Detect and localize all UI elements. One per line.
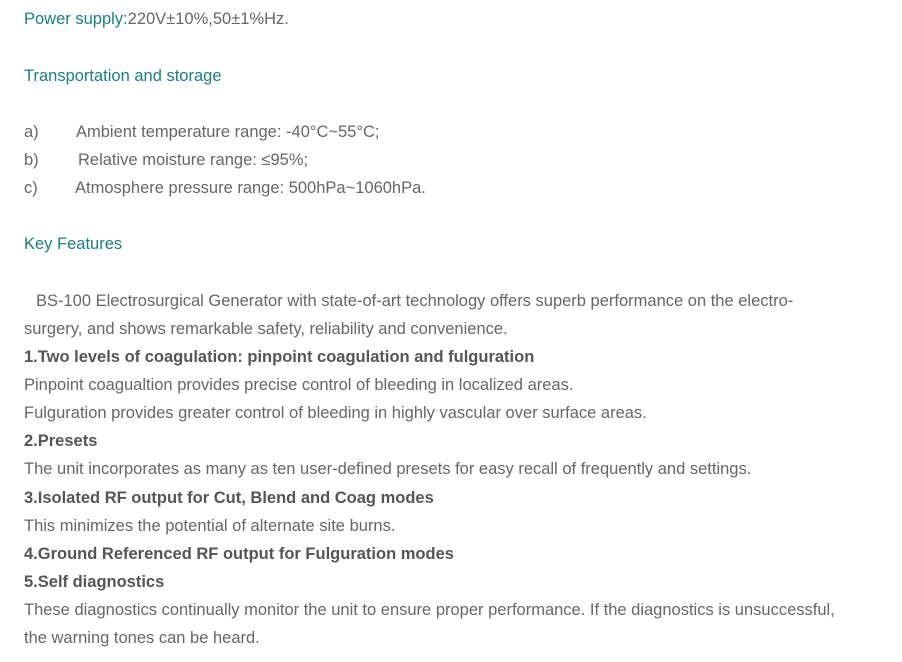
feature-text: Fulguration provides greater control of bleeding in highly vascular over surface areas. bbox=[24, 404, 647, 422]
feature-text: Pinpoint coagualtion provides precise control of bleeding in localized areas. bbox=[24, 376, 574, 394]
feature-title: 3.Isolated RF output for Cut, Blend and Coag modes bbox=[24, 489, 434, 507]
feature-title: 2.Presets bbox=[24, 432, 98, 450]
transport-heading: Transportation and storage bbox=[24, 67, 222, 85]
power-supply-label: Power supply: bbox=[24, 10, 128, 28]
transport-item-c bbox=[24, 177, 426, 199]
feature-text: These diagnostics continually monitor the unit to ensure proper performance. If the diagnostics is unsuccessful, bbox=[24, 601, 835, 619]
transport-item-a bbox=[24, 121, 379, 143]
power-supply-value: 220V±10%,50±1%Hz. bbox=[127, 10, 289, 28]
feature-title: 1.Two levels of coagulation: pinpoint coagulation and fulguration bbox=[24, 348, 535, 366]
power-supply-line bbox=[24, 8, 289, 30]
feature-text: This minimizes the potential of alternate site burns. bbox=[24, 517, 396, 535]
transport-item-text: Relative moisture range: ≤95%; bbox=[78, 151, 309, 169]
transport-item-text: Ambient temperature range: -40°C~55°C; bbox=[76, 123, 380, 141]
transport-item-letter: c) bbox=[24, 179, 38, 197]
intro-line-2: surgery, and shows remarkable safety, reliability and convenience. bbox=[24, 320, 508, 338]
transport-item-text: Atmosphere pressure range: 500hPa~1060hPa. bbox=[75, 179, 426, 197]
feature-title: 5.Self diagnostics bbox=[24, 573, 165, 591]
feature-title: 4.Ground Referenced RF output for Fulguration modes bbox=[24, 545, 454, 563]
key-features-heading: Key Features bbox=[24, 235, 123, 253]
transport-item-letter: a) bbox=[24, 123, 39, 141]
feature-text: the warning tones can be heard. bbox=[24, 629, 260, 647]
transport-item-letter: b) bbox=[24, 151, 39, 169]
feature-text: The unit incorporates as many as ten user-defined presets for easy recall of frequently and settings. bbox=[24, 460, 752, 478]
transport-item-b bbox=[24, 149, 308, 171]
intro-line-1: BS-100 Electrosurgical Generator with state-of-art technology offers superb performance on the electro- bbox=[36, 292, 794, 310]
